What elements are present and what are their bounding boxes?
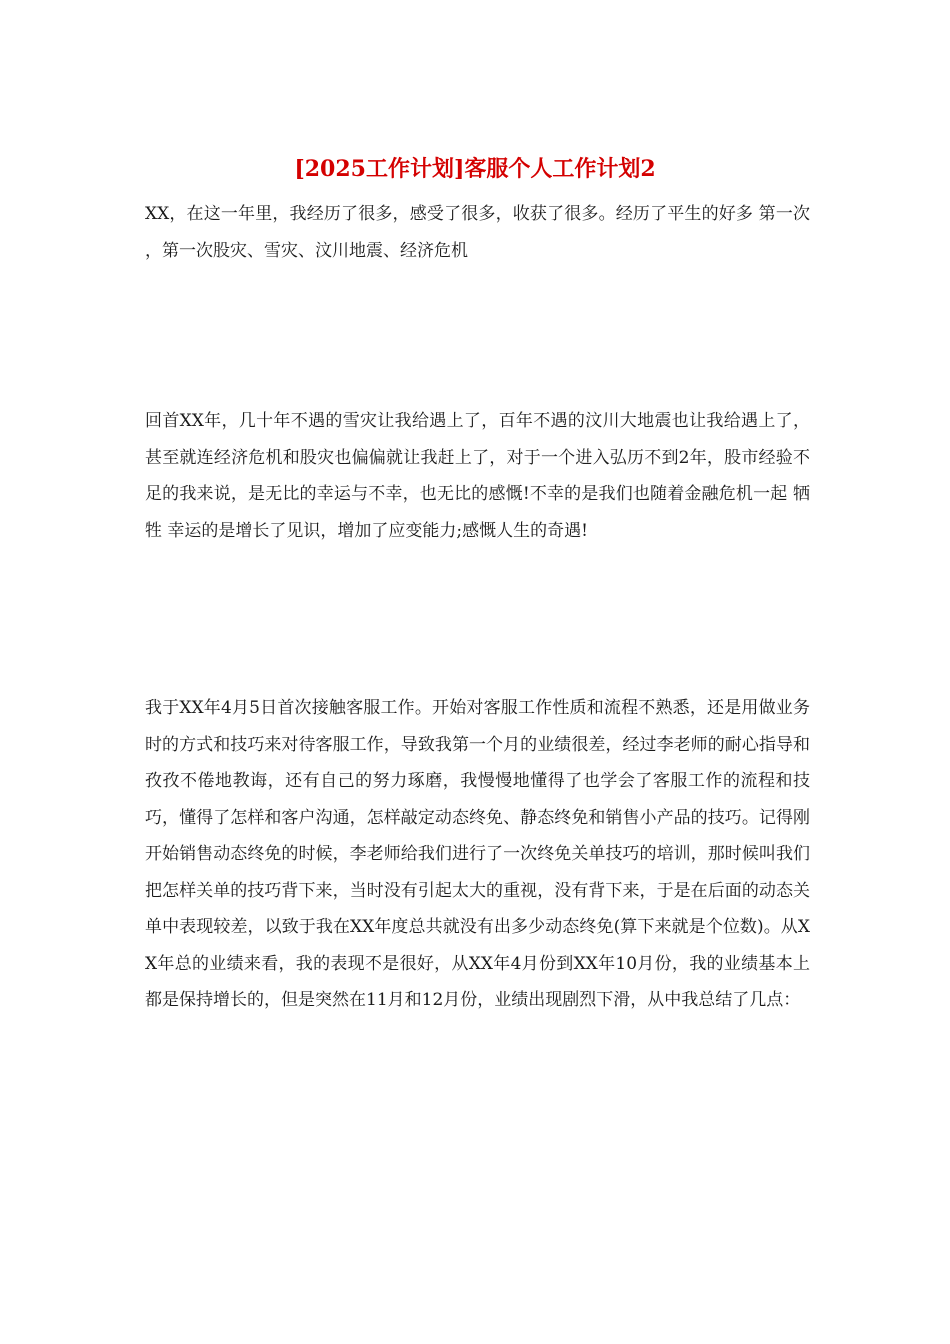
paragraph-intro: XX，在这一年里，我经历了很多，感受了很多，收获了很多。经历了平生的好多 第一次 ，第一次股灾、雪灾、汶川地震、经济危机 [145, 204, 810, 261]
paragraph-review: 回首XX年，几十年不遇的雪灾让我给遇上了，百年不遇的汶川大地震也让我给遇上了，甚至就连经济危机和股灾也偏偏就让我赶上了，对于一个进入弘历不到2年，股市经验不足的我来说，是无比的幸运与不幸，也无比的感慨!不幸的是我们也随着金融危机一起 牺牲 幸运的是增长了见识，增加了应变能力;感慨人生的奇遇! [145, 411, 810, 541]
document-title: [2025工作计划]客服个人工作计划2 [294, 156, 656, 182]
paragraph-experience: 我于XX年4月5日首次接触客服工作。开始对客服工作性质和流程不熟悉，还是用做业务时的方式和技巧来对待客服工作，导致我第一个月的业绩很差，经过李老师的耐心指导和孜孜不倦地教诲，还有自己的努力琢磨，我慢慢地懂得了也学会了客服工作的流程和技巧，懂得了怎样和客户沟通，怎样敲定动态终免、静态终免和销售小产品的技巧。记得刚开始销售动态终免的时候，李老师给我们进行了一次终免关单技巧的培训，那时候叫我们把怎样关单的技巧背下来，当时没有引起太大的重视，没有背下来，于是在后面的动态关单中表现较差，以致于我在XX年度总共就没有出多少动态终免(算下来就是个位数)。从XX年总的业绩来看，我的表现不是很好，从XX年4月份到XX年10月份，我的业绩基本上都是保持增长的，但是突然在11月和12月份，业绩出现剧烈下滑，从中我总结了几点： [145, 698, 810, 1010]
